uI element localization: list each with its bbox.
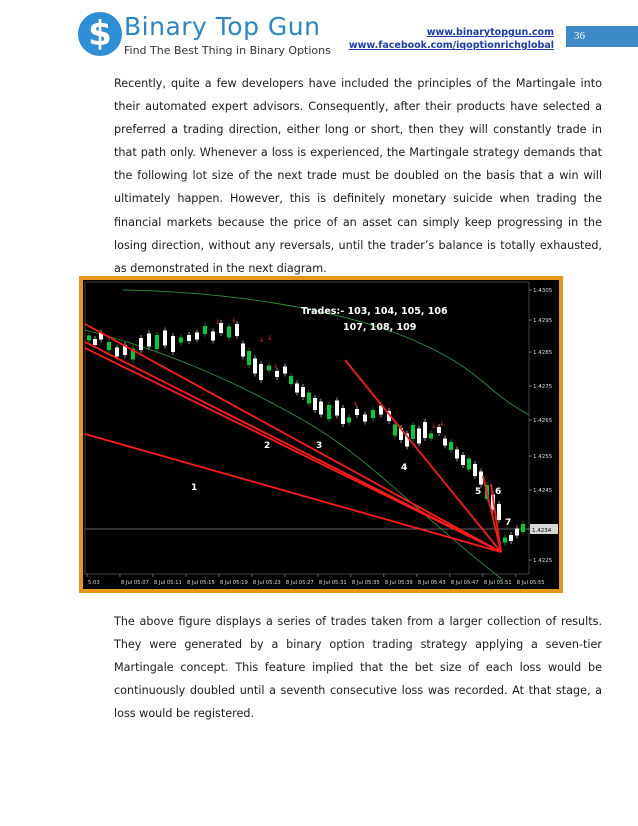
trade-number-label: 5 [475, 487, 482, 497]
trade-marker-arrow: ↓ [431, 422, 437, 430]
logo-title: Binary Top Gun [124, 12, 321, 41]
candle-body [155, 335, 159, 349]
candle-body [503, 538, 507, 543]
candle-body [341, 408, 345, 424]
time-tick-label: 8 Jul 05:27 [285, 580, 314, 586]
time-tick-label: 8 Jul 05:31 [318, 580, 347, 586]
candle-body [259, 364, 263, 380]
candle-body [115, 348, 119, 357]
price-tick-label: 1.4295 [533, 318, 553, 324]
candle-body [443, 439, 447, 446]
header-links [349, 26, 554, 52]
candle-body [449, 442, 453, 450]
trade-marker-arrow: ↓ [267, 334, 273, 342]
candle-body [227, 327, 231, 338]
candle-body [195, 333, 199, 340]
time-tick-label: 8 Jul 05:35 [351, 580, 380, 586]
logo-tagline: Find The Best Thing in Binary Options [124, 44, 331, 57]
trade-number-label: 1 [191, 483, 198, 493]
time-tick-label: 8 Jul 05:51 [483, 580, 512, 586]
candle-body [295, 384, 299, 393]
trade-number-label: 4 [401, 463, 408, 473]
paragraph-figure-description: The above figure displays a series of trades taken from a larger collection of results. They were generated by a binary option trading strategy applying a seven-tier Martingale concept. This feature implied that the bet size of each loss would be continuously doubled until a seventh consecutive loss was recorded. At that stage, a loss would be registered. [114, 615, 602, 721]
candle-body [267, 366, 271, 371]
candle-body [417, 429, 421, 444]
candle-body [363, 415, 367, 422]
time-tick-label: 8 Jul 05:39 [384, 580, 413, 586]
candle-body [139, 338, 143, 350]
chart-background [83, 280, 559, 589]
time-tick-label: 8 Jul 05:19 [219, 580, 248, 586]
time-tick-label: 8 Jul 05:11 [153, 580, 182, 586]
price-tick-label: 1.4265 [533, 418, 553, 424]
candle-body [275, 371, 279, 377]
price-tick-label: 1.4225 [533, 558, 553, 564]
candle-body [429, 434, 433, 439]
trades-annotation-line-1: Trades:- 103, 104, 105, 106 [301, 306, 448, 317]
candle-body [455, 450, 459, 459]
site-link[interactable]: www.binarytopgun.com [426, 27, 554, 38]
candle-body [355, 409, 359, 415]
candle-body [301, 387, 305, 397]
time-tick-label: 8 Jul 05:47 [450, 580, 479, 586]
trade-number-label: 7 [505, 518, 512, 528]
trade-marker-arrow: ↓ [439, 420, 445, 428]
time-tick-label: 8 Jul 05:07 [120, 580, 149, 586]
candle-body [473, 464, 477, 476]
header-divider [566, 46, 638, 47]
candle-body [203, 326, 207, 334]
trade-marker-arrow: ↓ [273, 362, 279, 370]
candle-body [107, 342, 111, 350]
time-tick-label: 8 Jul 05:23 [252, 580, 281, 586]
price-tick-label: 1.4275 [533, 384, 553, 390]
price-tick-label: 1.4305 [533, 288, 553, 294]
candle-body [171, 336, 175, 352]
candle-body [179, 338, 183, 343]
chart-canvas [83, 280, 559, 589]
time-tick-label: 8 Jul 05:15 [186, 580, 215, 586]
trade-marker-arrow: ↓ [231, 316, 237, 324]
page-number: 36 [566, 26, 638, 46]
candle-body [163, 331, 167, 346]
trade-marker-arrow: ↓ [259, 336, 265, 344]
price-tick-label: 1.4234 [532, 528, 552, 534]
candle-body [289, 376, 293, 384]
price-tick-label: 1.4285 [533, 350, 553, 356]
martingale-trades-chart [79, 276, 563, 593]
candle-body [347, 418, 351, 423]
candle-body [241, 344, 245, 357]
candle-body [335, 401, 339, 416]
candle-body [461, 455, 465, 465]
trade-marker-arrow: ↓ [353, 400, 359, 408]
candle-body [467, 459, 471, 470]
candle-body [497, 504, 501, 520]
candle-body [313, 398, 317, 410]
candle-body [319, 402, 323, 415]
candle-body [187, 335, 191, 341]
paragraph-martingale-intro: Recently, quite a few developers have included the principles of the Martingale into their automated expert advisors. Consequently, after their products have selected a preferred a trading direction, either long or short, then they will constantly trade in that path only. Whenever a loss is experienced, the Martingale strategy demands that the following lot size of the next trade must be doubled on the basis that a win will ultimately happen. However, this is definitely monetary suicide when trading the financial markets because the price of an asset can simply keep progressing in the losing direction, without any reversals, until the trader’s balance is totally exhausted, as demonstrated in the next diagram. [114, 77, 602, 275]
candle-body [253, 359, 257, 374]
candle-body [327, 405, 331, 419]
candle-body [423, 422, 427, 438]
candle-body [87, 336, 91, 341]
candle-body [393, 425, 397, 436]
time-tick-label: 5:03 [88, 580, 100, 586]
candle-body [147, 334, 151, 347]
price-tick-label: 1.4245 [533, 488, 553, 494]
candle-body [515, 529, 519, 536]
trades-annotation-line-2: 107, 108, 109 [343, 322, 417, 333]
candle-body [235, 324, 239, 336]
candle-body [371, 410, 375, 418]
candle-body [93, 339, 97, 345]
dollar-logo-icon: $ [78, 12, 122, 56]
candle-body [307, 393, 311, 404]
candle-body [283, 367, 287, 374]
candle-body [521, 524, 525, 532]
time-tick-label: 8 Jul 05:55 [516, 580, 545, 586]
candle-body [211, 332, 215, 341]
candle-body [479, 472, 483, 485]
trade-number-label: 6 [495, 487, 502, 497]
candle-body [411, 425, 415, 439]
candle-body [509, 535, 513, 541]
candle-body [247, 351, 251, 365]
facebook-link[interactable]: www.facebook.com/iqoptionrichglobal [348, 40, 554, 51]
trade-number-label: 2 [264, 441, 271, 451]
price-tick-label: 1.4255 [533, 454, 553, 460]
time-tick-label: 8 Jul 05:43 [417, 580, 446, 586]
page-header [0, 0, 638, 70]
logo [78, 12, 331, 62]
trade-number-label: 3 [316, 441, 323, 451]
trade-marker-arrow: ↓ [215, 318, 221, 326]
